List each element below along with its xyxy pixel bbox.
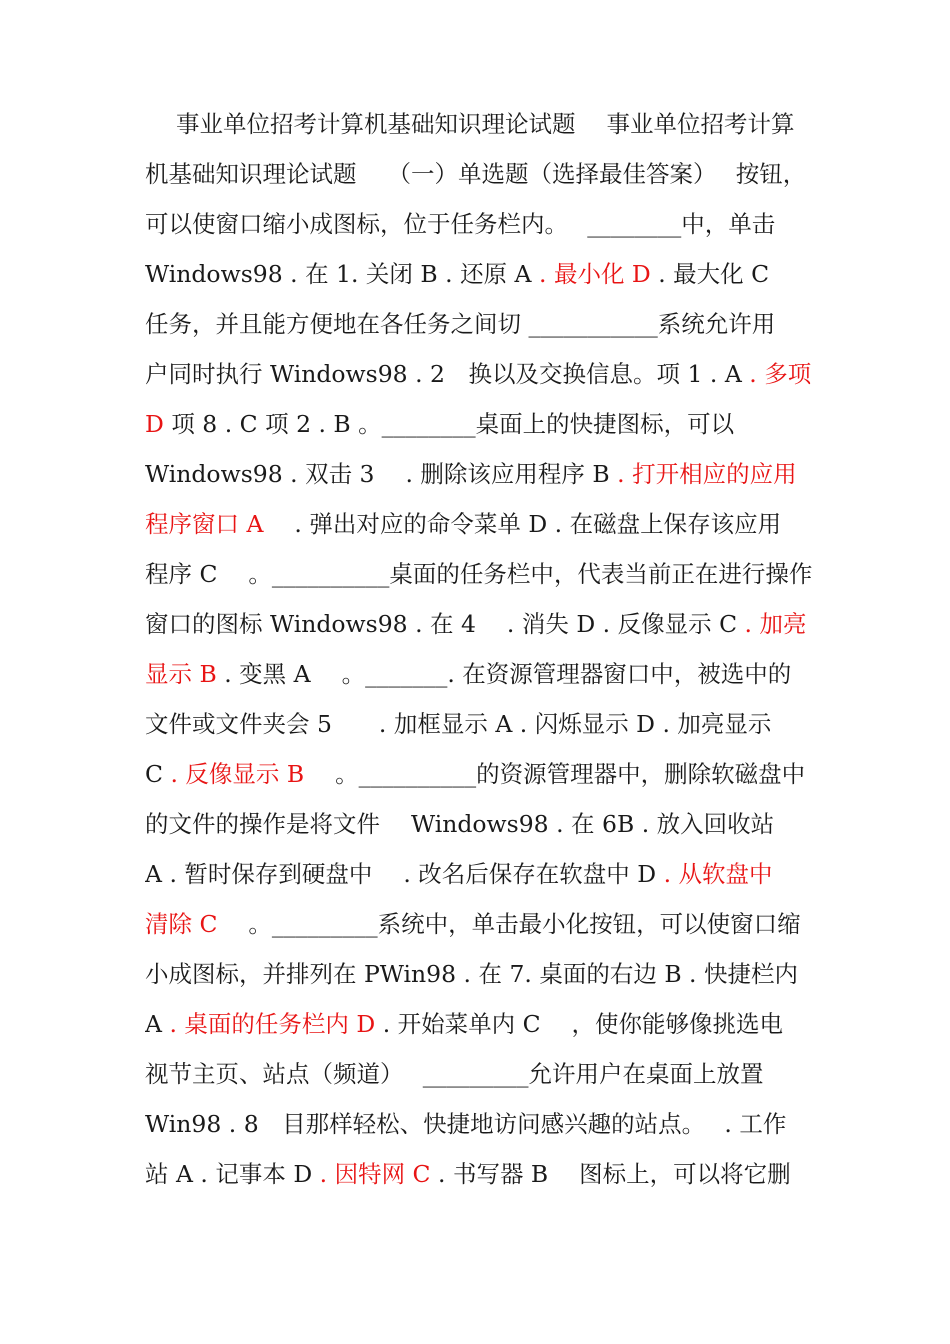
answer-highlight: . 因特网 C (319, 1160, 431, 1188)
text-segment: 户同时执行 Windows98 . 2 换以及交换信息。项 1 . A (145, 360, 750, 388)
text-line (145, 599, 815, 649)
text-segment: 窗口的图标 Windows98 . 在 4 . 消失 D . 反像显示 C (145, 610, 745, 638)
text-line (145, 649, 815, 699)
text-segment: C (145, 760, 171, 788)
text-segment: 机基础知识理论试题 （一）单选题（选择最佳答案） 按钮， (145, 160, 807, 188)
text-segment: 站 A . 记事本 D (145, 1160, 320, 1188)
text-segment: Windows98 . 在 1. 关闭 B . 还原 A (145, 260, 539, 288)
text-line (145, 299, 815, 349)
answer-highlight: . 桌面的任务栏内 D (169, 1010, 376, 1038)
answer-highlight: . 多项 (749, 360, 812, 388)
text-segment: 文件或文件夹会 5 . 加框显示 A . 闪烁显示 D . 加亮显示 (145, 710, 772, 738)
text-line (145, 849, 815, 899)
text-line (145, 399, 815, 449)
answer-highlight: . 反像显示 B (170, 760, 305, 788)
answer-highlight: . 最小化 D (539, 260, 659, 288)
answer-highlight: . 加亮 (744, 610, 807, 638)
text-segment: A (145, 1010, 170, 1038)
text-line (145, 449, 815, 499)
text-segment: . 书写器 B 图标上，可以将它删 (430, 1160, 791, 1188)
text-line (145, 249, 815, 299)
text-segment: . 最大化 C (658, 260, 770, 288)
text-line (145, 549, 815, 599)
answer-highlight: D (145, 410, 164, 438)
text-line (145, 499, 815, 549)
text-line (145, 949, 815, 999)
answer-highlight: 程序窗口 A (145, 510, 264, 538)
text-segment: . 变黑 A 。_______. 在资源管理器窗口中，被选中的 (216, 660, 792, 688)
text-line (145, 699, 815, 749)
answer-highlight: 清除 C (145, 910, 218, 938)
text-segment: 小成图标，并排列在 PWin98 . 在 7. 桌面的右边 B . 快捷栏内 (145, 960, 798, 988)
text-segment: Win98 . 8 目那样轻松、快捷地访问感兴趣的站点。 . 工作 (145, 1110, 787, 1138)
text-line (145, 999, 815, 1049)
text-segment: 项 8 . C 项 2 . B 。________桌面上的快捷图标，可以 (163, 410, 735, 438)
text-segment: . 弹出对应的命令菜单 D . 在磁盘上保存该应用 (263, 510, 782, 538)
text-segment: 程序 C 。__________桌面的任务栏中，代表当前正在进行操作 (145, 560, 813, 588)
answer-highlight: . 从软盘中 (663, 860, 773, 888)
answer-highlight: . 打开相应的应用 (617, 460, 797, 488)
text-segment: Windows98 . 双击 3 . 删除该应用程序 B (145, 460, 618, 488)
text-line (145, 1099, 815, 1149)
text-line (145, 749, 815, 799)
text-line (145, 1149, 815, 1199)
text-line (145, 799, 815, 849)
text-segment: . 开始菜单内 C ，使你能够像挑选电 (375, 1010, 784, 1038)
text-segment: 事业单位招考计算机基础知识理论试题 事业单位招考计算 (176, 110, 795, 138)
text-line (145, 349, 815, 399)
text-line (145, 99, 815, 149)
text-segment: 可以使窗口缩小成图标，位于任务栏内。 ________中，单击 (145, 210, 776, 238)
text-segment: A . 暂时保存到硬盘中 . 改名后保存在软盘中 D (145, 860, 664, 888)
text-segment: 。__________的资源管理器中，删除软磁盘中 (304, 760, 806, 788)
text-segment: 视节主页、站点（频道） _________允许用户在桌面上放置 (145, 1060, 764, 1088)
text-segment: 。_________系统中，单击最小化按钮，可以使窗口缩 (217, 910, 801, 938)
answer-highlight: 显示 B (145, 660, 217, 688)
question-text-body (145, 99, 815, 1199)
text-line (145, 149, 815, 199)
text-segment: 的文件的操作是将文件 Windows98 . 在 6B . 放入回收站 (145, 810, 775, 838)
text-line (145, 1049, 815, 1099)
text-line (145, 199, 815, 249)
text-segment: 任务，并且能方便地在各任务之间切 ___________系统允许用 (145, 310, 776, 338)
text-line (145, 899, 815, 949)
